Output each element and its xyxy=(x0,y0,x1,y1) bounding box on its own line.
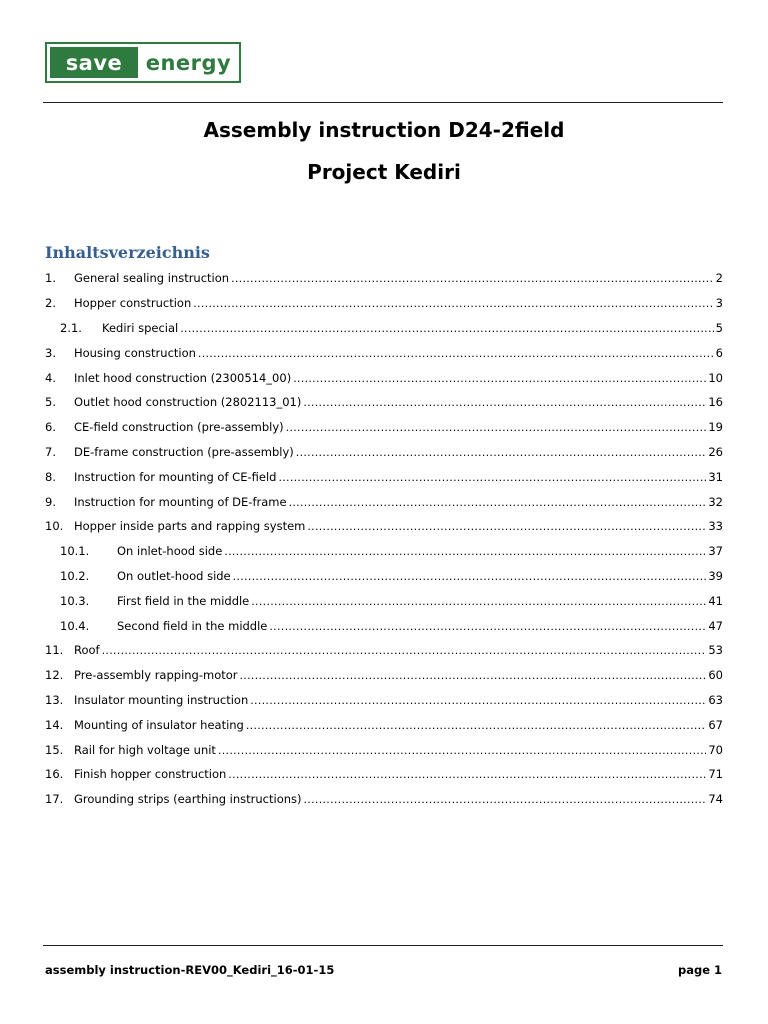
toc-entry-page: 16 xyxy=(708,395,723,410)
footer-divider xyxy=(43,945,723,946)
toc-entry[interactable] xyxy=(45,564,723,589)
toc-entry-title: Pre-assembly rapping-motor xyxy=(74,668,238,683)
toc-dot-leader xyxy=(304,792,707,806)
toc-entry-page: 71 xyxy=(708,767,723,782)
toc-heading: Inhaltsverzeichnis xyxy=(45,243,210,262)
toc-entry-number: 13. xyxy=(45,692,64,707)
toc-entry-number: 11. xyxy=(45,643,64,658)
toc-entry-title: Kediri special xyxy=(102,320,179,335)
toc-entry[interactable] xyxy=(45,588,723,613)
toc-entry[interactable] xyxy=(45,762,723,787)
toc-entry[interactable] xyxy=(45,638,723,663)
toc-entry-title: Instruction for mounting of DE-frame xyxy=(74,494,287,509)
toc-entry[interactable] xyxy=(45,266,723,291)
toc-dot-leader xyxy=(286,420,707,434)
toc-entry[interactable] xyxy=(45,415,723,440)
logo-energy-text: energy xyxy=(141,47,236,78)
toc-dot-leader xyxy=(180,321,713,335)
toc-dot-leader xyxy=(218,743,706,757)
toc-entry-number: 10.3. xyxy=(60,593,90,608)
toc-entry-number: 5. xyxy=(45,395,56,410)
toc-entry-title: Outlet hood construction (2802113_01) xyxy=(74,395,302,410)
toc-entry-title: Housing construction xyxy=(74,345,196,360)
toc-entry-number: 10. xyxy=(45,519,64,534)
toc-dot-leader xyxy=(307,519,706,533)
toc-entry-title: Second field in the middle xyxy=(117,618,268,633)
toc-entry-page: 31 xyxy=(708,469,723,484)
toc-entry[interactable] xyxy=(45,663,723,688)
toc-dot-leader xyxy=(240,668,707,682)
toc-entry-number: 3. xyxy=(45,345,56,360)
toc-entry-page: 47 xyxy=(708,618,723,633)
toc-entry-page: 10 xyxy=(708,370,723,385)
toc-entry-page: 67 xyxy=(708,717,723,732)
toc-entry-title: First field in the middle xyxy=(117,593,250,608)
toc-dot-leader xyxy=(269,619,706,633)
toc-entry-number: 7. xyxy=(45,444,56,459)
toc-entry-number: 17. xyxy=(45,792,64,807)
toc-entry[interactable] xyxy=(45,613,723,638)
toc-dot-leader xyxy=(228,767,706,781)
toc-entry-page: 32 xyxy=(708,494,723,509)
toc-entry[interactable] xyxy=(45,514,723,539)
toc-entry-title: On outlet-hood side xyxy=(117,568,231,583)
toc-entry-page: 60 xyxy=(708,668,723,683)
document-subtitle: Project Kediri xyxy=(307,160,461,184)
toc-entry-number: 16. xyxy=(45,767,64,782)
toc-dot-leader xyxy=(102,643,707,657)
toc-entry-page: 41 xyxy=(708,593,723,608)
toc-entry-title: Inlet hood construction (2300514_00) xyxy=(74,370,292,385)
toc-entry[interactable] xyxy=(45,316,723,341)
toc-dot-leader xyxy=(250,693,706,707)
toc-entry-title: General sealing instruction xyxy=(74,271,230,286)
toc-entry-page: 70 xyxy=(708,742,723,757)
toc-dot-leader xyxy=(303,395,706,409)
toc-entry-page: 5 xyxy=(715,320,723,335)
toc-dot-leader xyxy=(231,271,714,285)
toc-entry[interactable] xyxy=(45,787,723,812)
toc-entry-page: 63 xyxy=(708,692,723,707)
toc-entry-number: 10.1. xyxy=(60,544,90,559)
toc-dot-leader xyxy=(198,346,714,360)
toc-entry-number: 15. xyxy=(45,742,64,757)
toc-entry-title: Finish hopper construction xyxy=(74,767,227,782)
toc-entry-page: 6 xyxy=(715,345,723,360)
toc-entry-title: Mounting of insulator heating xyxy=(74,717,244,732)
toc-entry-title: On inlet-hood side xyxy=(117,544,223,559)
toc-entry-number: 9. xyxy=(45,494,56,509)
toc-entry-number: 14. xyxy=(45,717,64,732)
toc-entry-number: 12. xyxy=(45,668,64,683)
toc-entry-title: Roof xyxy=(74,643,100,658)
toc-entry-page: 3 xyxy=(715,296,723,311)
toc-entry-title: DE-frame construction (pre-assembly) xyxy=(74,444,294,459)
toc-entry-page: 53 xyxy=(708,643,723,658)
save-energy-logo xyxy=(45,42,241,83)
footer-document-id: assembly instruction-REV00_Kediri_16-01-15 xyxy=(45,963,335,977)
document-title: Assembly instruction D24-2field xyxy=(203,118,565,142)
header-divider xyxy=(43,102,723,103)
toc-entry-page: 37 xyxy=(708,544,723,559)
toc-entry-number: 2. xyxy=(45,296,56,311)
toc-entry-page: 74 xyxy=(708,792,723,807)
toc-entry-number: 6. xyxy=(45,420,56,435)
table-of-contents xyxy=(45,266,723,812)
toc-entry[interactable] xyxy=(45,464,723,489)
toc-entry-page: 26 xyxy=(708,444,723,459)
toc-entry[interactable] xyxy=(45,340,723,365)
toc-dot-leader xyxy=(251,594,706,608)
logo-save-text: save xyxy=(50,47,138,78)
toc-dot-leader xyxy=(289,495,707,509)
toc-entry[interactable] xyxy=(45,365,723,390)
toc-dot-leader xyxy=(246,718,706,732)
toc-entry-number: 10.4. xyxy=(60,618,90,633)
footer-page-number: page 1 xyxy=(677,963,722,977)
toc-dot-leader xyxy=(296,445,707,459)
toc-dot-leader xyxy=(233,569,707,583)
toc-entry-number: 1. xyxy=(45,271,56,286)
toc-entry-title: Instruction for mounting of CE-field xyxy=(74,469,277,484)
toc-entry-title: Rail for high voltage unit xyxy=(74,742,216,757)
toc-entry-title: CE-field construction (pre-assembly) xyxy=(74,420,284,435)
toc-entry-number: 2.1. xyxy=(60,320,82,335)
toc-entry-page: 19 xyxy=(708,420,723,435)
toc-entry[interactable] xyxy=(45,291,723,316)
toc-dot-leader xyxy=(278,470,706,484)
toc-dot-leader xyxy=(193,296,713,310)
toc-entry-title: Grounding strips (earthing instructions) xyxy=(74,792,302,807)
toc-entry-page: 39 xyxy=(708,568,723,583)
toc-entry-page: 33 xyxy=(708,519,723,534)
toc-entry-title: Insulator mounting instruction xyxy=(74,692,249,707)
toc-dot-leader xyxy=(293,371,706,385)
toc-entry-number: 10.2. xyxy=(60,568,90,583)
toc-entry-title: Hopper construction xyxy=(74,296,192,311)
toc-entry-number: 8. xyxy=(45,469,56,484)
toc-entry[interactable] xyxy=(45,440,723,465)
toc-entry[interactable] xyxy=(45,390,723,415)
toc-entry-number: 4. xyxy=(45,370,56,385)
toc-entry[interactable] xyxy=(45,737,723,762)
toc-entry[interactable] xyxy=(45,688,723,713)
toc-entry[interactable] xyxy=(45,489,723,514)
toc-entry-title: Hopper inside parts and rapping system xyxy=(74,519,306,534)
toc-entry-page: 2 xyxy=(715,271,723,286)
toc-entry[interactable] xyxy=(45,539,723,564)
toc-entry[interactable] xyxy=(45,712,723,737)
toc-dot-leader xyxy=(224,544,706,558)
